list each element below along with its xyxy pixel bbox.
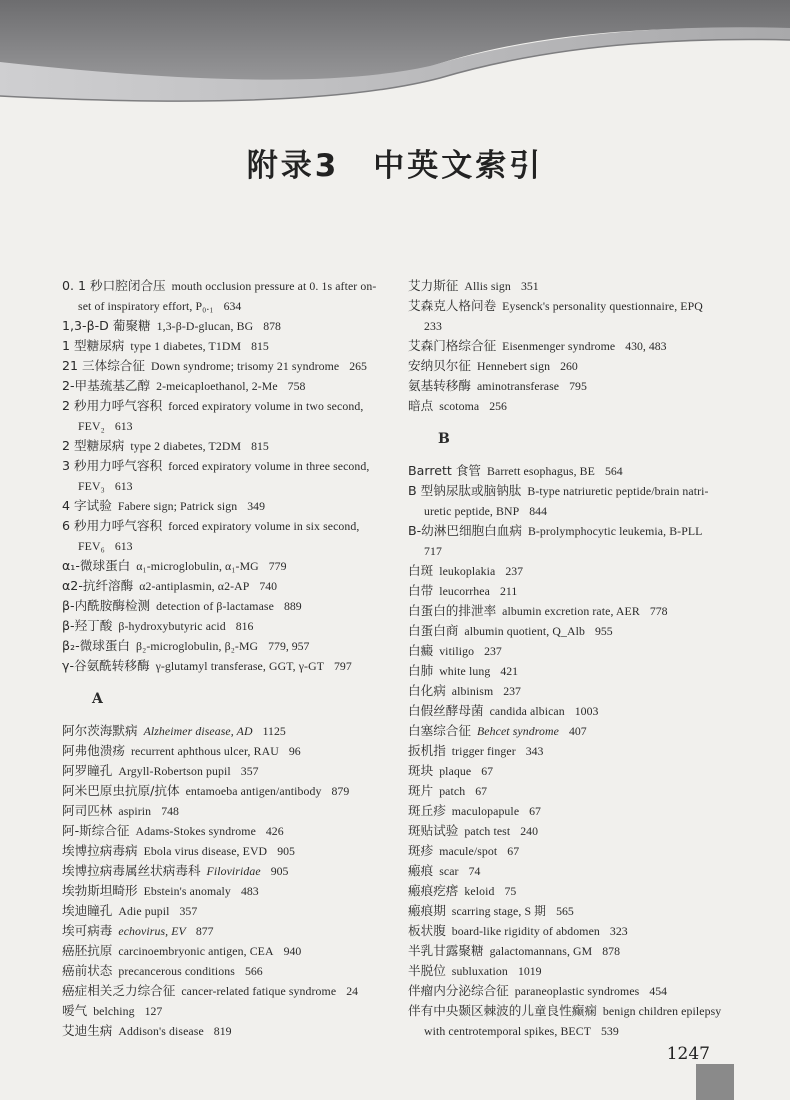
entry-chinese-term: B 型钠尿肽或脑钠肽: [408, 483, 522, 498]
entry-continuation: [62, 416, 384, 436]
entry-page-ref: 260: [560, 359, 578, 373]
entry-chinese-term: 安纳贝尔征: [408, 358, 471, 373]
index-entry: [62, 436, 384, 456]
entry-chinese-term: 阿弗他溃疡: [62, 743, 125, 758]
entry-english-term: B-type natriuretic peptide/brain natri-: [527, 484, 709, 498]
entry-english-term: galactomannans, GM: [489, 944, 593, 958]
index-entry: [62, 516, 384, 556]
index-entry: [408, 941, 734, 961]
entry-page-ref: 613: [114, 539, 133, 553]
entry-english-term: Eisenmenger syndrome: [502, 339, 616, 353]
index-entry: [408, 641, 734, 661]
entry-page-ref: 889: [283, 599, 302, 613]
entry-page-ref: 564: [604, 464, 623, 478]
index-entry: [62, 276, 384, 316]
page-number: 1247: [666, 1044, 710, 1064]
entry-chinese-term: 伴有中央颞区棘波的儿童良性癫痫: [408, 1003, 597, 1018]
entry-english-term: subluxation: [451, 964, 508, 978]
entry-chinese-term: γ-谷氨酰转移酶: [62, 658, 150, 673]
entry-continuation-text: uretic peptide, BNP: [424, 504, 520, 518]
entry-page-ref: 265: [349, 359, 367, 373]
entry-chinese-term: 白肺: [408, 663, 434, 678]
entry-english-term: plaque: [439, 764, 472, 778]
entry-page-ref: 426: [265, 824, 284, 838]
entry-chinese-term: 2 秒用力呼气容积: [62, 398, 163, 413]
index-section-letter: B: [438, 431, 450, 447]
index-entry: [408, 601, 734, 621]
entry-chinese-term: Barrett 食管: [408, 463, 482, 478]
entry-page-ref: 748: [161, 804, 179, 818]
entry-page-ref: 421: [500, 664, 519, 678]
entry-english-term: leucorrhea: [439, 584, 490, 598]
index-section-letter: A: [92, 691, 103, 707]
index-entry: [62, 456, 384, 496]
entry-english-term: Hennebert sign: [476, 359, 551, 373]
entry-chinese-term: 白斑: [408, 563, 434, 578]
entry-continuation-text: set of inspiratory effort, P₀.₁: [78, 299, 214, 313]
entry-chinese-term: 艾迪生病: [62, 1023, 113, 1038]
index-entry: [62, 921, 384, 941]
index-entry: [62, 656, 384, 676]
entry-english-term: scotoma: [439, 399, 480, 413]
index-entry: [62, 376, 384, 396]
entry-english-term: paraneoplastic syndromes: [514, 984, 640, 998]
entry-chinese-term: 2 型糖尿病: [62, 438, 125, 453]
entry-chinese-term: β₂-微球蛋白: [62, 638, 131, 653]
index-entry: [408, 481, 734, 521]
entry-english-term: Fabere sign; Patrick sign: [117, 499, 238, 513]
entry-page-ref: 634: [223, 299, 242, 313]
entry-page-ref: 905: [277, 844, 295, 858]
entry-chinese-term: 阿司匹林: [62, 803, 113, 818]
index-entry: [62, 316, 384, 336]
index-entry: [62, 336, 384, 356]
entry-english-term: Adams-Stokes syndrome: [135, 824, 256, 838]
entry-page-ref: 758: [287, 379, 306, 393]
index-entry: [408, 296, 734, 336]
entry-chinese-term: 埃勃斯坦畸形: [62, 883, 138, 898]
index-entry: [408, 376, 734, 396]
entry-english-term: forced expiratory volume in six second,: [168, 519, 360, 533]
entry-english-term: albinism: [451, 684, 494, 698]
index-entry: [62, 556, 384, 576]
entry-page-ref: 67: [481, 764, 494, 778]
entry-page-ref: 237: [484, 644, 502, 658]
index-entry: [408, 336, 734, 356]
index-column-right: [408, 276, 734, 1041]
index-entry: [408, 581, 734, 601]
entry-chinese-term: 氨基转移酶: [408, 378, 471, 393]
index-entry: [408, 1001, 734, 1041]
entry-page-ref: 211: [499, 584, 518, 598]
entry-english-term: Allis sign: [464, 279, 511, 293]
entry-page-ref: 349: [247, 499, 265, 513]
entry-page-ref: 795: [569, 379, 587, 393]
entry-english-term: Addison's disease: [118, 1024, 204, 1038]
entry-page-ref: 878: [263, 319, 281, 333]
entry-chinese-term: 0. 1 秒口腔闭合压: [62, 278, 166, 293]
entry-page-ref: 613: [114, 479, 133, 493]
page-tab-marker: [696, 1064, 734, 1100]
entry-english-term: trigger finger: [451, 744, 516, 758]
entry-page-ref: 797: [334, 659, 352, 673]
index-entry: [408, 961, 734, 981]
entry-english-term: β₂-microglobulin, β₂-MG: [136, 639, 259, 653]
entry-english-term: albumin excretion rate, AER: [502, 604, 640, 618]
entry-page-ref: 407: [568, 724, 587, 738]
entry-chinese-term: α2-抗纤溶酶: [62, 578, 134, 593]
entry-english-term: γ-glutamyl transferase, GGT, γ-GT: [155, 659, 325, 673]
index-entry: [62, 1001, 384, 1021]
entry-page-ref: 323: [609, 924, 628, 938]
entry-chinese-term: 斑块: [408, 763, 434, 778]
index-entry: [62, 1021, 384, 1041]
entry-page-ref: 879: [331, 784, 350, 798]
index-entry: [62, 961, 384, 981]
entry-continuation-text: 717: [424, 544, 442, 558]
entry-chinese-term: 6 秒用力呼气容积: [62, 518, 163, 533]
entry-page-ref: 237: [505, 564, 524, 578]
entry-chinese-term: 斑疹: [408, 843, 434, 858]
entry-page-ref: 539: [601, 1024, 619, 1038]
entry-english-term: benign children epilepsy: [602, 1004, 722, 1018]
index-entry: [408, 661, 734, 681]
index-entry: [62, 861, 384, 881]
entry-chinese-term: 嗳气: [62, 1003, 88, 1018]
entry-page-ref: 779, 957: [268, 639, 310, 653]
index-entry: [408, 801, 734, 821]
entry-english-term: patch: [439, 784, 466, 798]
entry-english-term: patch test: [464, 824, 511, 838]
entry-english-term: Behcet syndrome: [476, 724, 559, 738]
index-entry: [408, 721, 734, 741]
entry-english-term: forced expiratory volume in three second,: [168, 459, 370, 473]
entry-english-term: precancerous conditions: [118, 964, 235, 978]
entry-english-term: aminotransferase: [476, 379, 560, 393]
entry-english-term: Ebstein's anomaly: [143, 884, 231, 898]
entry-page-ref: 351: [520, 279, 539, 293]
entry-chinese-term: 癌前状态: [62, 963, 113, 978]
index-entry: [408, 681, 734, 701]
entry-english-term: B-prolymphocytic leukemia, B-PLL: [527, 524, 703, 538]
index-entry: [62, 741, 384, 761]
entry-chinese-term: 埃迪瞳孔: [62, 903, 113, 918]
entry-english-term: keloid: [464, 884, 495, 898]
entry-english-term: Barrett esophagus, BE: [487, 464, 595, 478]
index-entry: [62, 881, 384, 901]
entry-chinese-term: 癌胚抗原: [62, 943, 113, 958]
index-entry: [408, 781, 734, 801]
entry-english-term: type 1 diabetes, T1DM: [130, 339, 242, 353]
entry-english-term: echovirus, EV: [118, 924, 186, 938]
index-entry: [62, 841, 384, 861]
entry-chinese-term: 癌症相关乏力综合征: [62, 983, 176, 998]
entry-continuation: [408, 541, 734, 561]
entry-chinese-term: 21 三体综合征: [62, 358, 145, 373]
entry-page-ref: 256: [489, 399, 507, 413]
index-entry: [62, 821, 384, 841]
entry-english-term: cancer-related fatique syndrome: [181, 984, 337, 998]
entry-page-ref: 816: [235, 619, 254, 633]
entry-page-ref: 877: [195, 924, 214, 938]
entry-page-ref: 96: [288, 744, 301, 758]
entry-page-ref: 905: [270, 864, 289, 878]
entry-continuation: [62, 536, 384, 556]
entry-english-term: detection of β-lactamase: [156, 599, 274, 613]
index-entry: [62, 396, 384, 436]
entry-chinese-term: β-羟丁酸: [62, 618, 113, 633]
index-entry: [408, 881, 734, 901]
entry-english-term: Argyll-Robertson pupil: [118, 764, 231, 778]
entry-continuation: [62, 296, 384, 316]
entry-page-ref: 778: [649, 604, 668, 618]
entry-english-term: 1,3-β-D-glucan, BG: [156, 319, 254, 333]
index-entry: [408, 621, 734, 641]
entry-chinese-term: 艾森克人格问卷: [408, 298, 497, 313]
entry-page-ref: 955: [594, 624, 613, 638]
entry-page-ref: 237: [503, 684, 521, 698]
entry-english-term: β-hydroxybutyric acid: [118, 619, 226, 633]
entry-chinese-term: 扳机指: [408, 743, 446, 758]
index-entry: [408, 981, 734, 1001]
index-entry: [62, 761, 384, 781]
entry-english-term: candida albican: [489, 704, 565, 718]
index-entry: [408, 861, 734, 881]
entry-english-term: carcinoembryonic antigen, CEA: [118, 944, 274, 958]
index-entry: [408, 396, 734, 416]
entry-chinese-term: 艾森门格综合征: [408, 338, 497, 353]
entry-page-ref: 357: [179, 904, 198, 918]
entry-english-term: entamoeba antigen/antibody: [185, 784, 322, 798]
entry-chinese-term: 阿尔茨海默病: [62, 723, 138, 738]
header-banner: [0, 0, 790, 110]
index-entry: [62, 901, 384, 921]
entry-page-ref: 779: [268, 559, 287, 573]
entry-english-term: Ebola virus disease, EVD: [143, 844, 268, 858]
entry-page-ref: 565: [556, 904, 574, 918]
entry-page-ref: 483: [240, 884, 259, 898]
entry-page-ref: 566: [245, 964, 263, 978]
index-entry: [62, 781, 384, 801]
entry-chinese-term: 半脱位: [408, 963, 446, 978]
entry-english-term: α2-antiplasmin, α2-AP: [139, 579, 250, 593]
entry-page-ref: 1019: [517, 964, 542, 978]
entry-english-term: leukoplakia: [439, 564, 496, 578]
entry-chinese-term: β-内酰胺酶检测: [62, 598, 151, 613]
entry-chinese-term: 艾力斯征: [408, 278, 459, 293]
entry-english-term: board-like rigidity of abdomen: [451, 924, 600, 938]
index-entry: [408, 741, 734, 761]
index-entry: [62, 636, 384, 656]
entry-page-ref: 613: [114, 419, 133, 433]
entry-english-term: mouth occlusion pressure at 0. 1s after on-: [171, 279, 377, 293]
entry-page-ref: 878: [602, 944, 620, 958]
entry-chinese-term: 白化病: [408, 683, 446, 698]
entry-page-ref: 127: [144, 1004, 163, 1018]
entry-english-term: α₁-microglobulin, α₁-MG: [136, 559, 259, 573]
entry-continuation: [408, 1021, 734, 1041]
entry-page-ref: 844: [529, 504, 547, 518]
entry-chinese-term: 板状腹: [408, 923, 446, 938]
index-entry: [408, 356, 734, 376]
entry-english-term: Down syndrome; trisomy 21 syndrome: [151, 359, 340, 373]
entry-english-term: aspirin: [118, 804, 152, 818]
index-entry: [408, 901, 734, 921]
entry-continuation: [408, 316, 734, 336]
index-entry: [62, 596, 384, 616]
index-entry: [408, 276, 734, 296]
entry-page-ref: 815: [251, 439, 269, 453]
entry-page-ref: 67: [507, 844, 520, 858]
index-entry: [62, 981, 384, 1001]
entry-chinese-term: 3 秒用力呼气容积: [62, 458, 163, 473]
entry-english-term: albumin quotient, Q_Alb: [464, 624, 585, 638]
entry-continuation: [408, 501, 734, 521]
entry-page-ref: 1003: [574, 704, 599, 718]
index-entry: [408, 461, 734, 481]
entry-chinese-term: 埃博拉病毒病: [62, 843, 138, 858]
index-entry: [408, 521, 734, 561]
index-entry: [408, 761, 734, 781]
entry-page-ref: 24: [346, 984, 358, 998]
entry-page-ref: 454: [649, 984, 668, 998]
entry-page-ref: 240: [520, 824, 538, 838]
entry-continuation: [62, 476, 384, 496]
entry-page-ref: 430, 483: [625, 339, 667, 353]
entry-chinese-term: 阿罗瞳孔: [62, 763, 113, 778]
entry-continuation-text: FEV₂: [78, 419, 105, 433]
entry-english-term: type 2 diabetes, T2DM: [130, 439, 242, 453]
entry-page-ref: 740: [259, 579, 278, 593]
entry-page-ref: 75: [504, 884, 517, 898]
index-entry: [408, 921, 734, 941]
entry-chinese-term: 斑丘疹: [408, 803, 446, 818]
entry-page-ref: 1125: [262, 724, 286, 738]
entry-chinese-term: 白蛋白的排泄率: [408, 603, 497, 618]
entry-page-ref: 67: [529, 804, 541, 818]
index-entry: [408, 701, 734, 721]
entry-continuation-text: FEV₆: [78, 539, 105, 553]
entry-english-term: forced expiratory volume in two second,: [168, 399, 364, 413]
entry-english-term: vitiligo: [439, 644, 475, 658]
entry-chinese-term: 白癜: [408, 643, 434, 658]
entry-english-term: Adie pupil: [118, 904, 170, 918]
entry-chinese-term: 瘢痕: [408, 863, 434, 878]
entry-continuation-text: 233: [424, 319, 442, 333]
index-entry: [62, 721, 384, 741]
entry-chinese-term: 瘢痕疙瘩: [408, 883, 459, 898]
index-column-left: [62, 276, 384, 1041]
entry-english-term: belching: [93, 1004, 135, 1018]
entry-page-ref: 67: [475, 784, 488, 798]
entry-page-ref: 940: [283, 944, 302, 958]
entry-chinese-term: α₁-微球蛋白: [62, 558, 131, 573]
index-entry: [62, 496, 384, 516]
entry-chinese-term: B-幼淋巴细胞白血病: [408, 523, 522, 538]
index-entry: [62, 576, 384, 596]
entry-chinese-term: 半乳甘露聚糖: [408, 943, 484, 958]
entry-english-term: macule/spot: [439, 844, 498, 858]
entry-page-ref: 357: [240, 764, 259, 778]
index-entry: [408, 841, 734, 861]
entry-page-ref: 74: [468, 864, 481, 878]
entry-english-term: Eysenck's personality questionnaire, EPQ: [502, 299, 703, 313]
entry-page-ref: 819: [213, 1024, 232, 1038]
index-entry: [62, 356, 384, 376]
entry-english-term: scar: [439, 864, 459, 878]
entry-english-term: scarring stage, S 期: [451, 904, 547, 918]
entry-chinese-term: 白塞综合征: [408, 723, 471, 738]
entry-chinese-term: 斑片: [408, 783, 434, 798]
entry-english-term: 2-meicaploethanol, 2-Me: [156, 379, 278, 393]
entry-chinese-term: 阿米巴原虫抗原/抗体: [62, 783, 180, 798]
index-entry: [62, 616, 384, 636]
entry-chinese-term: 2-甲基巯基乙醇: [62, 378, 151, 393]
page-title: 附录3 中英文索引: [246, 148, 544, 184]
entry-page-ref: 815: [251, 339, 269, 353]
entry-chinese-term: 瘢痕期: [408, 903, 446, 918]
entry-chinese-term: 埃博拉病毒属丝状病毒科: [62, 863, 201, 878]
index-entry: [62, 801, 384, 821]
entry-continuation-text: with centrotemporal spikes, BECT: [424, 1024, 592, 1038]
entry-chinese-term: 白带: [408, 583, 434, 598]
entry-chinese-term: 1 型糖尿病: [62, 338, 125, 353]
entry-english-term: white lung: [439, 664, 491, 678]
entry-english-term: maculopapule: [451, 804, 520, 818]
entry-chinese-term: 暗点: [408, 398, 434, 413]
entry-english-term: recurrent aphthous ulcer, RAU: [130, 744, 279, 758]
entry-chinese-term: 白假丝酵母菌: [408, 703, 484, 718]
entry-chinese-term: 斑贴试验: [408, 823, 459, 838]
entry-chinese-term: 伴瘤内分泌综合征: [408, 983, 509, 998]
index-entry: [408, 821, 734, 841]
entry-english-term: Alzheimer disease, AD: [143, 724, 253, 738]
entry-page-ref: 343: [525, 744, 544, 758]
index-entry: [408, 561, 734, 581]
entry-english-term: Filoviridae: [206, 864, 261, 878]
entry-chinese-term: 阿-斯综合征: [62, 823, 130, 838]
entry-chinese-term: 1,3-β-D 葡聚糖: [62, 318, 151, 333]
entry-continuation-text: FEV₃: [78, 479, 105, 493]
entry-chinese-term: 埃可病毒: [62, 923, 113, 938]
index-entry: [62, 941, 384, 961]
entry-chinese-term: 白蛋白商: [408, 623, 459, 638]
entry-chinese-term: 4 字试验: [62, 498, 112, 513]
